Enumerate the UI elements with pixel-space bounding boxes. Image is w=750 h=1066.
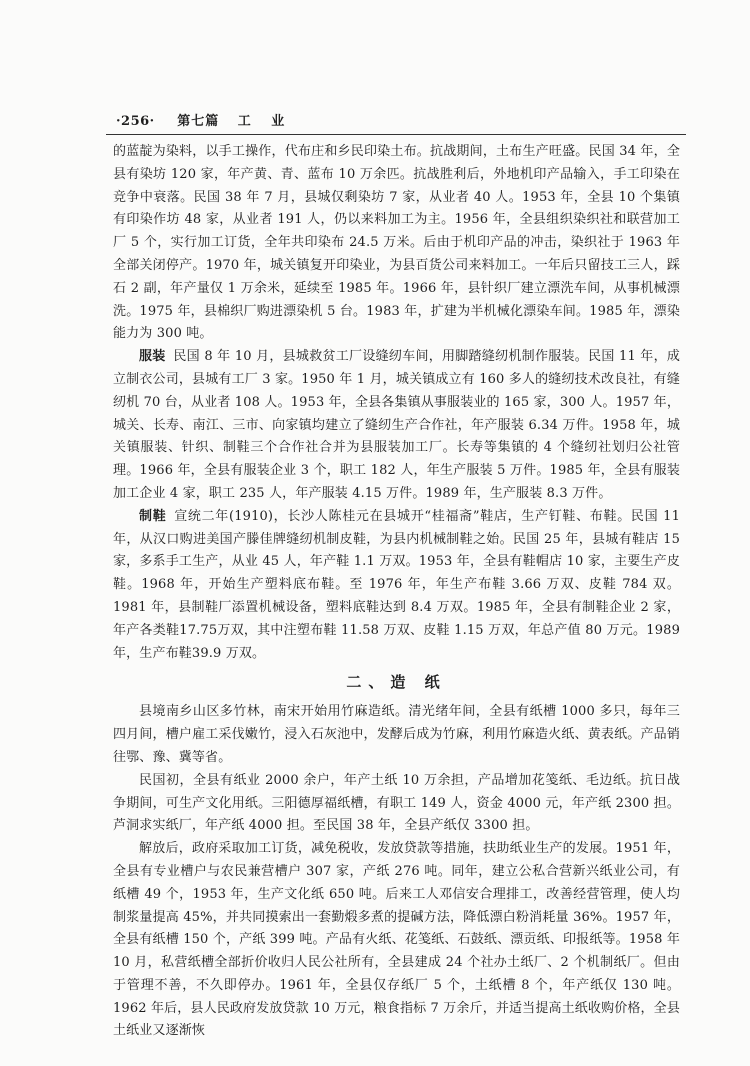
section-heading-papermaking: 二、造 纸 (346, 673, 447, 692)
running-header (116, 111, 676, 133)
topic-title-shoemaking: 制鞋 (139, 508, 167, 524)
paragraph-papermaking-liberation: 解放后，政府采取加工订货，减免税收，发放贷款等措施，扶助纸业生产的发展。1951 年，全县有专业槽户与农民兼营槽户 307 家，产纸 276 吨。同年，建立公私合营新兴纸业公司，有纸槽 49 个，1953 年，生产文化纸 650 吨。后来工人邓信安合理排工，改善经营管理，使人均制浆量提高 45%，并共同摸索出一套勤煅多煮的提碱方法，降低漂白粉消耗量 36%。1957 年，全县有纸槽 150 个，产纸 399 吨。产品有火纸、花笺纸、石鼓纸、漂贡纸、印报纸等。1958 年 10 月，私营纸槽全部折价收归人民公社所有，全县建成 24 个社办土纸厂、2 个机制纸厂。但由于管理不善，不久即停办。1961 年，全县仅存纸厂 5 个，土纸槽 8 个，年产纸仅 130 吨。1962 年后，县人民政府发放贷款 10 万元，粮食指标 7 万余斤，并适当提高土纸收购价格，全县土纸业又逐渐恢 (113, 841, 680, 1039)
body-text (113, 141, 680, 1056)
paragraph-shoemaking (113, 506, 680, 666)
paragraph-papermaking-history: 县境南乡山区多竹林，南宋开始用竹麻造纸。清光绪年间，全县有纸槽 1000 多只，每年三四月间，槽户雇工采伐嫩竹，浸入石灰池中，发酵后成为竹麻，利用竹麻造火纸、黄表纸。产品销往鄂、豫、冀等省。 (113, 704, 680, 765)
header-rule (106, 134, 686, 135)
section-title: 工 业 (237, 114, 293, 129)
paragraph-dyeing-continued: 的蓝靛为染料，以手工操作，代布庄和乡民印染土布。抗战期间，土布生产旺盛。民国 34 年，全县有染坊 120 家，年产黄、青、蓝布 10 万余匹。抗战胜利后，外地机印产品输入，手工印染在竞争中衰落。民国 38 年 7 月，县城仅剩染坊 7 家，从业者 40 人。1953 年，全县 10 个集镇有印染作坊 48 家，从业者 191 人，仍以来料加工为主。1956 年，全县组织染织社和联营加工厂 5 个，实行加工订货，全年共印染布 24.5 万米。后由于机印产品的冲击，染织社于 1963 年全部关闭停产。1970 年，城关镇复开印染业，为县百货公司来料加工。一年后只留技工三人，踩石 2 副，年产量仅 1 万余米，延续至 1985 年。1966 年，县针织厂建立漂洗车间，从事机械漂洗。1975 年，县棉织厂购进漂染机 5 台。1983 年，扩建为半机械化漂染车间。1985 年，漂染能力为 300 吨。 (113, 144, 680, 342)
part-title: 第七篇 (177, 114, 220, 129)
topic-title-clothing: 服装 (139, 349, 166, 365)
paragraph-clothing-text: 民国 8 年 10 月，县城救贫工厂设缝纫车间，用脚踏缝纫机制作服装。民国 11 年，成立制衣公司，县城有工厂 3 家。1950 年 1 月，城关镇成立有 160 多人的缝纫技术改良社，有缝纫机 70 台，从业者 108 人。1953 年，全县各集镇从事服装业的 165 家，300 人。1957 年，城关、长寿、南江、三市、向家镇均建立了缝纫生产合作社，年产服装 6.34 万件。1958 年，城关镇服装、针织、制鞋三个合作社合并为县服装加工厂。长寿等集镇的 4 个缝纫社划归公社管理。1966 年，全县有服装企业 3 个，职工 182 人，年生产服装 5 万件。1985 年，全县有服装加工企业 4 家，职工 235 人，年产服装 4.15 万件。1989 年，生产服装 8.3 万件。 (113, 349, 680, 501)
paragraph-papermaking-republic: 民国初，全县有纸业 2000 余户，年产土纸 10 万余担，产品增加花笺纸、毛边纸。抗日战争期间，可生产文化用纸。三阳德厚福纸槽，有职工 149 人，资金 4000 元，年产纸 2300 担。芦洞求实纸厂，年产纸 4000 担。至民国 38 年，全县产纸仅 3300 担。 (113, 772, 680, 834)
paragraph-clothing (113, 346, 680, 506)
page-number: ·256· (116, 114, 155, 129)
paragraph-shoemaking-text: 宣统二年(1910)，长沙人陈桂元在县城开“桂福斋”鞋店，生产钉鞋、布鞋。民国 11 年，从汉口购进美国产滕佳牌缝纫机制皮鞋，为县内机械制鞋之始。民国 25 年，县城有鞋店 15 家，多系手工生产，从业 45 人，年产鞋 1.1 万双。1953 年，全县有鞋帽店 10 家，主要生产皮鞋。1968 年，开始生产塑料底布鞋。至 1976 年，年生产布鞋 3.66 万双、皮鞋 784 双。1981 年，县制鞋厂添置机械设备，塑料底鞋达到 8.4 万双。1985 年，全县有制鞋企业 2 家，年产各类鞋17.75万双，其中注塑布鞋 11.58 万双、皮鞋 1.15 万双，年总产值 80 万元。1989 年，生产布鞋39.9 万双。 (113, 508, 680, 661)
